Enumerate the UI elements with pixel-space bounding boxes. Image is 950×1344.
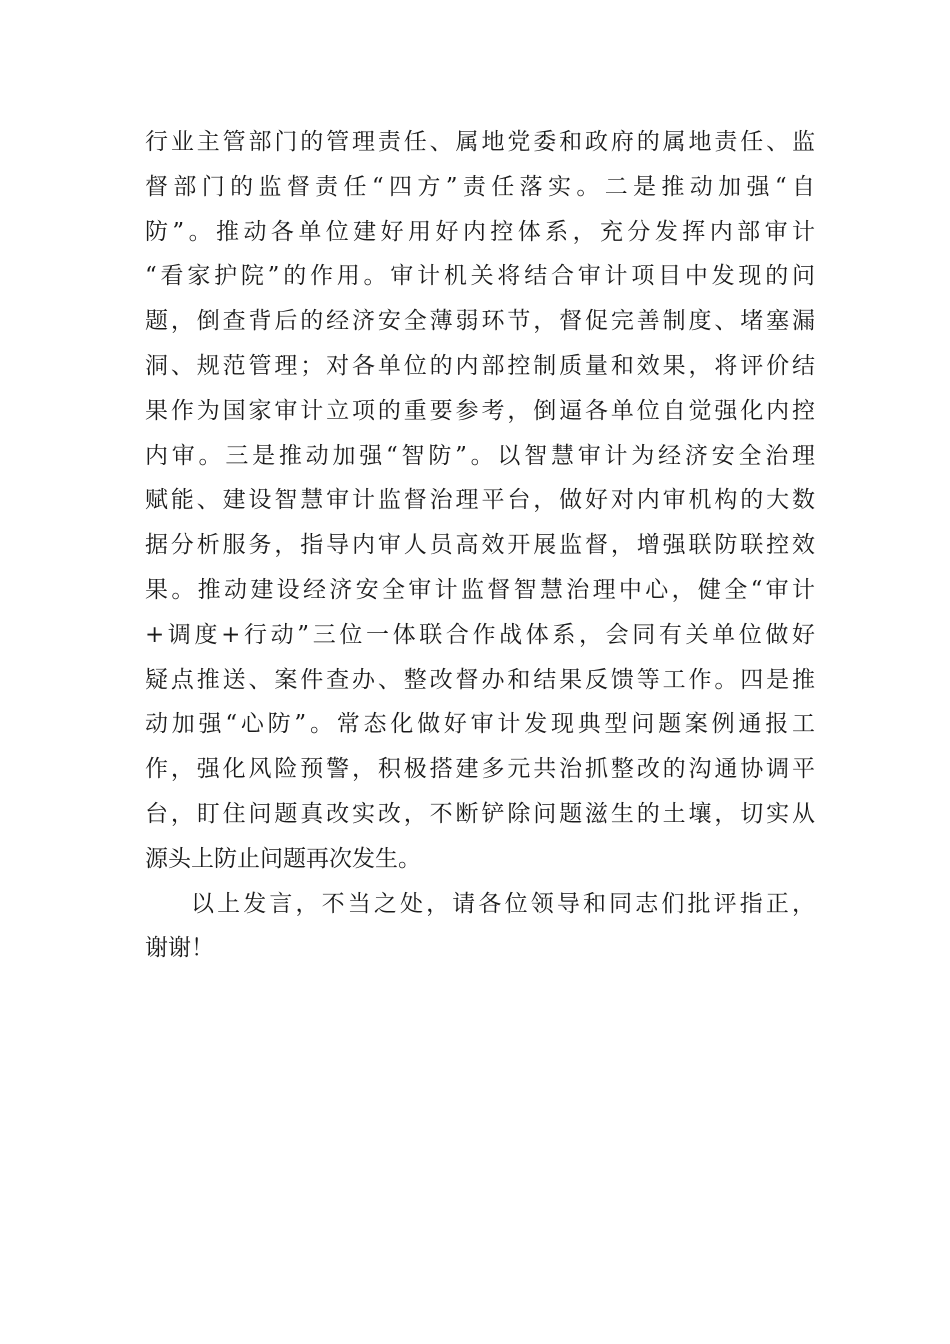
text-line: 以上发言，不当之处，请各位领导和同志们批评指正， (191, 890, 815, 917)
text-line: +调度+行动”三位一体联合作战体系，会同有关单位做好 (145, 621, 815, 648)
text-line: 题，倒查背后的经济安全薄弱环节，督促完善制度、堵塞漏 (145, 308, 815, 335)
text-line: 谢谢！ (145, 935, 214, 962)
paragraph-2 (145, 882, 815, 972)
text-line: 作，强化风险预警，积极搭建多元共治抓整改的沟通协调平 (145, 756, 815, 783)
text-line: 源头上防止问题再次发生。 (145, 845, 421, 872)
text-line: 果。推动建设经济安全审计监督智慧治理中心，健全“审计 (145, 576, 815, 603)
text-line: 疑点推送、案件查办、整改督办和结果反馈等工作。四是推 (145, 666, 815, 693)
text-line: 动加强“心防”。常态化做好审计发现典型问题案例通报工 (145, 711, 815, 738)
text-line: 洞、规范管理；对各单位的内部控制质量和效果，将评价结 (145, 352, 815, 379)
text-line: 台，盯住问题真改实改，不断铲除问题滋生的土壤，切实从 (145, 800, 815, 827)
text-line: 果作为国家审计立项的重要参考，倒逼各单位自觉强化内控 (145, 397, 815, 424)
text-line: 防”。推动各单位建好用好内控体系，充分发挥内部审计 (145, 218, 815, 245)
text-line: 督部门的监督责任“四方”责任落实。二是推动加强“自 (145, 173, 815, 200)
text-line: 据分析服务，指导内审人员高效开展监督，增强联防联控效 (145, 532, 815, 559)
text-line: 内审。三是推动加强“智防”。以智慧审计为经济安全治理 (145, 442, 815, 469)
paragraph-1 (145, 120, 815, 882)
body-text (145, 120, 815, 971)
text-line: “看家护院”的作用。审计机关将结合审计项目中发现的问 (145, 263, 815, 290)
text-line: 行业主管部门的管理责任、属地党委和政府的属地责任、监 (145, 129, 815, 155)
text-line: 赋能、建设智慧审计监督治理平台，做好对内审机构的大数 (145, 487, 815, 514)
